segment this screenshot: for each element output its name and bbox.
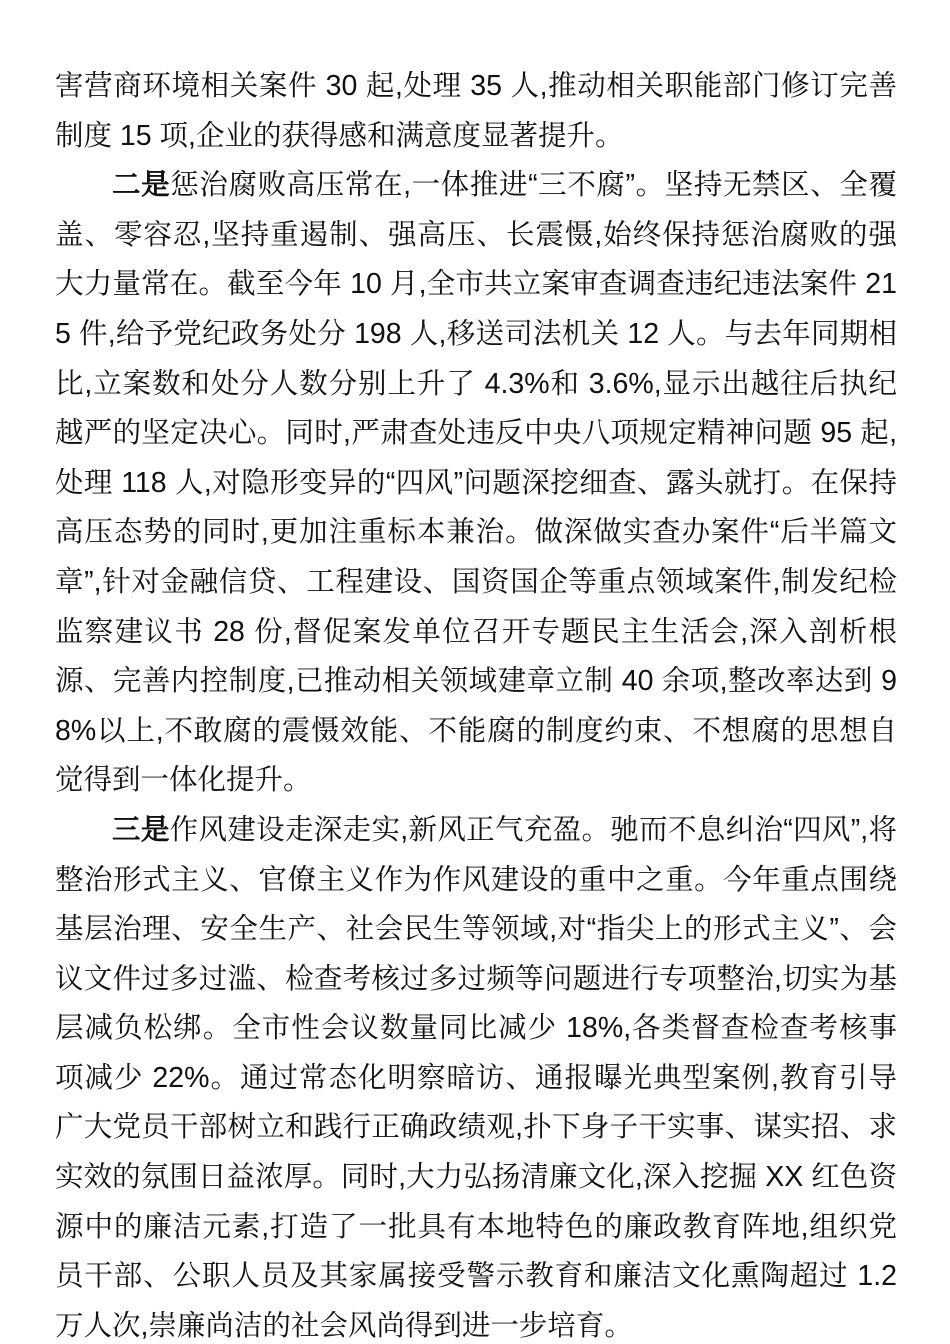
paragraph-text: 作风建设走深走实,新风正气充盈。驰而不息纠治“四风”,将整治形式主义、官僚主义作为作风建设的重中之重。今年重点围绕基层治理、安全生产、社会民生等领域,对“指尖上的形式主义”、会议文件过多过滥、检查考核过多过频等问题进行专项整治,切实为基层减负松绑。全市性会议数量同比减少 18%,各类督查检查考核事项减少 22%。通过常态化明察暗访、通报曝光典型案例,教育引导广大党员干部树立和践行正确政绩观,扑下身子干实事、谋实招、求实效的氛围日益浓厚。同时,大力弘扬清廉文化,深入挖掘 XX 红色资源中的廉洁元素,打造了一批具有本地特色的廉政教育阵地,组织党员干部、公职人员及其家属接受警示教育和廉洁文化熏陶超过 1.2 万人次,崇廉尚洁的社会风尚得到进一步培育。	[55, 813, 897, 1342]
paragraph-section-three-work-style	[55, 806, 897, 1344]
paragraph-text: 害营商环境相关案件 30 起,处理 35 人,推动相关职能部门修订完善制度 15 项,企业的获得感和满意度显著提升。	[55, 70, 897, 152]
section-two-lead-label: 二是	[112, 169, 171, 202]
paragraph-text: 惩治腐败高压常在,一体推进“三不腐”。坚持无禁区、全覆盖、零容忍,坚持重遏制、强高压、长震慑,始终保持惩治腐败的强大力量常在。截至今年 10 月,全市共立案审查调查违纪违法案件 215 件,给予党纪政务处分 198 人,移送司法机关 12 人。与去年同期相比,立案数和处分人数分别上升了 4.3%和 3.6%,显示出越往后执纪越严的坚定决心。同时,严肃查处违反中央八项规定精神问题 95 起,处理 118 人,对隐形变异的“四风”问题深挖细查、露头就打。在保持高压态势的同时,更加注重标本兼治。做深做实查办案件“后半篇文章”,针对金融信贷、工程建设、国资国企等重点领域案件,制发纪检监察建议书 28 份,督促案发单位召开专题民主生活会,深入剖析根源、完善内控制度,已推动相关领域建章立制 40 余项,整改率达到 98%以上,不敢腐的震慑效能、不能腐的制度约束、不想腐的思想自觉得到一体化提升。	[55, 169, 897, 797]
document-body	[55, 62, 897, 1344]
section-three-lead-label: 三是	[112, 813, 170, 846]
paragraph-section-two-anticorruption	[55, 161, 897, 806]
paragraph-business-environment-continuation	[55, 62, 897, 161]
